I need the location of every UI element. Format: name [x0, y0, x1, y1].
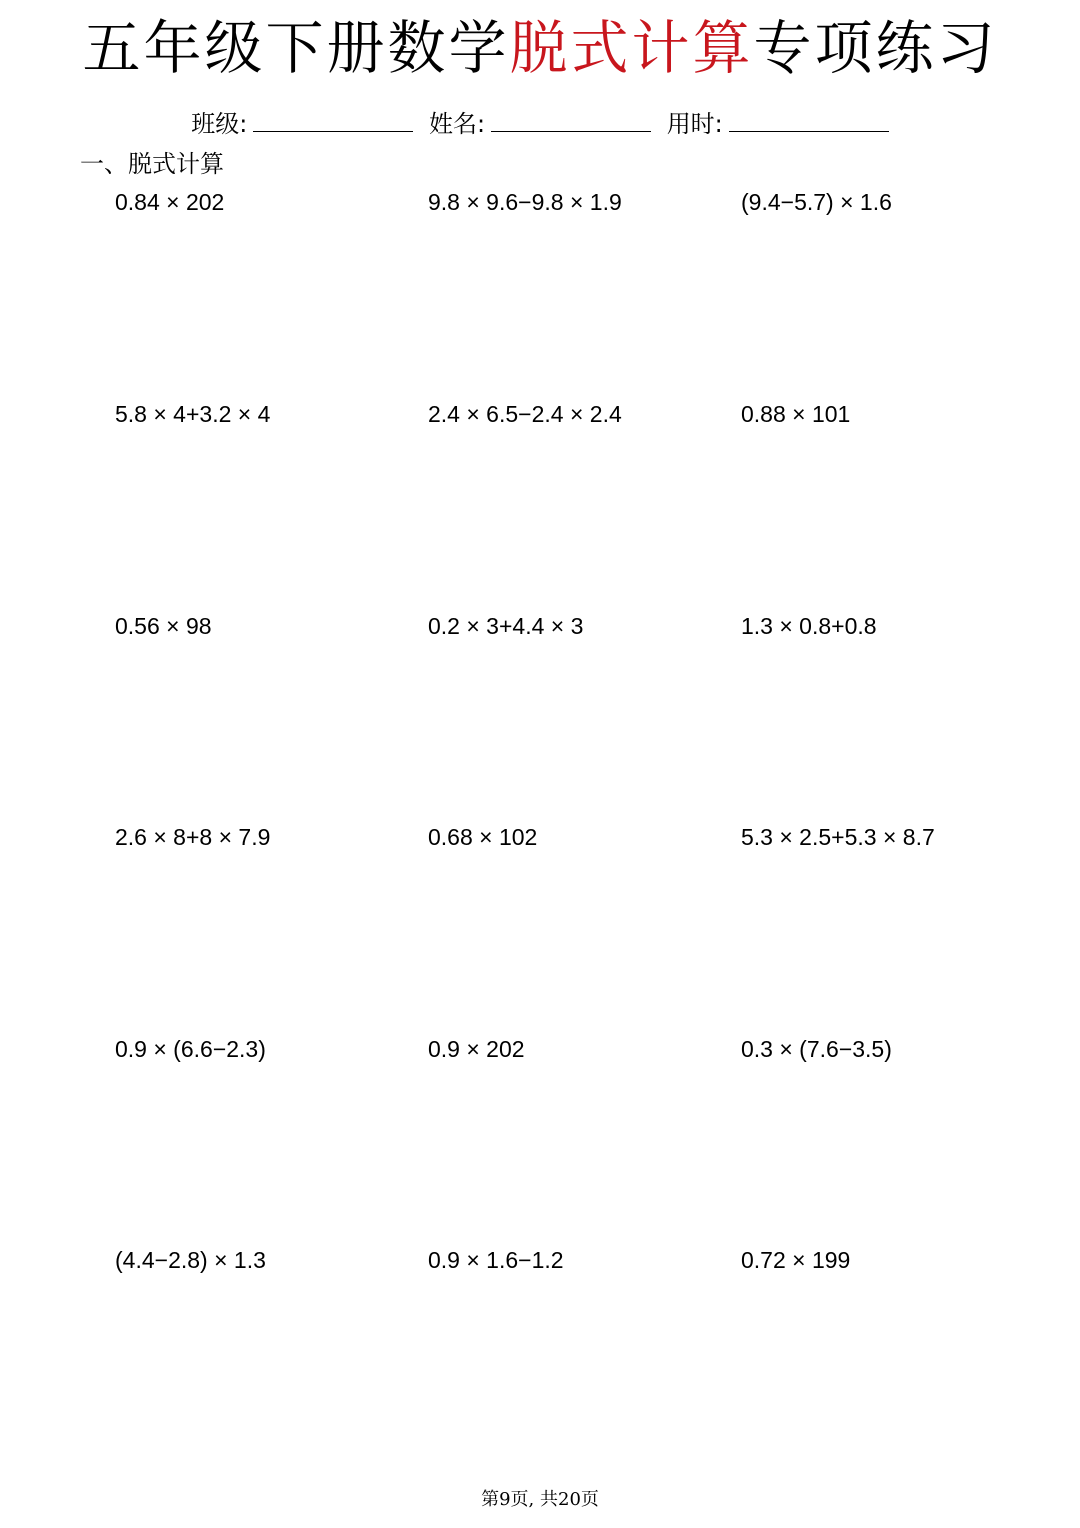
problem-item: 0.56 × 98: [115, 613, 212, 639]
problem-item: 2.4 × 6.5−2.4 × 2.4: [428, 401, 622, 427]
time-label: 用时:: [666, 110, 723, 138]
page-footer: 第9页, 共20页: [481, 1489, 599, 1510]
problem-item: 0.9 × (6.6−2.3): [115, 1036, 266, 1062]
title-part-2-highlight: 脱式计算: [509, 14, 754, 82]
problem-item: 0.2 × 3+4.4 × 3: [428, 613, 584, 639]
section-heading: 一、脱式计算: [80, 150, 224, 178]
name-label: 姓名:: [428, 110, 486, 138]
problem-item: 2.6 × 8+8 × 7.9: [115, 824, 271, 850]
problem-item: 9.8 × 9.6−9.8 × 1.9: [428, 189, 622, 215]
problem-item: (4.4−2.8) × 1.3: [115, 1247, 266, 1273]
problem-item: (9.4−5.7) × 1.6: [741, 189, 892, 215]
problem-item: 5.8 × 4+3.2 × 4: [115, 401, 271, 427]
problem-item: 1.3 × 0.8+0.8: [741, 613, 877, 639]
problem-item: 0.9 × 202: [428, 1036, 525, 1062]
problem-item: 0.84 × 202: [115, 189, 225, 215]
problem-item: 0.3 × (7.6−3.5): [741, 1036, 892, 1062]
class-label: 班级:: [191, 110, 248, 138]
problem-item: 0.9 × 1.6−1.2: [428, 1247, 564, 1273]
title-part-1: 五年级下册数学: [82, 14, 510, 82]
problem-item: 0.68 × 102: [428, 824, 538, 850]
problem-item: 0.72 × 199: [741, 1247, 851, 1273]
problem-item: 5.3 × 2.5+5.3 × 8.7: [741, 824, 935, 850]
title-part-3: 专项练习: [753, 14, 998, 82]
problem-item: 0.88 × 101: [741, 401, 851, 427]
